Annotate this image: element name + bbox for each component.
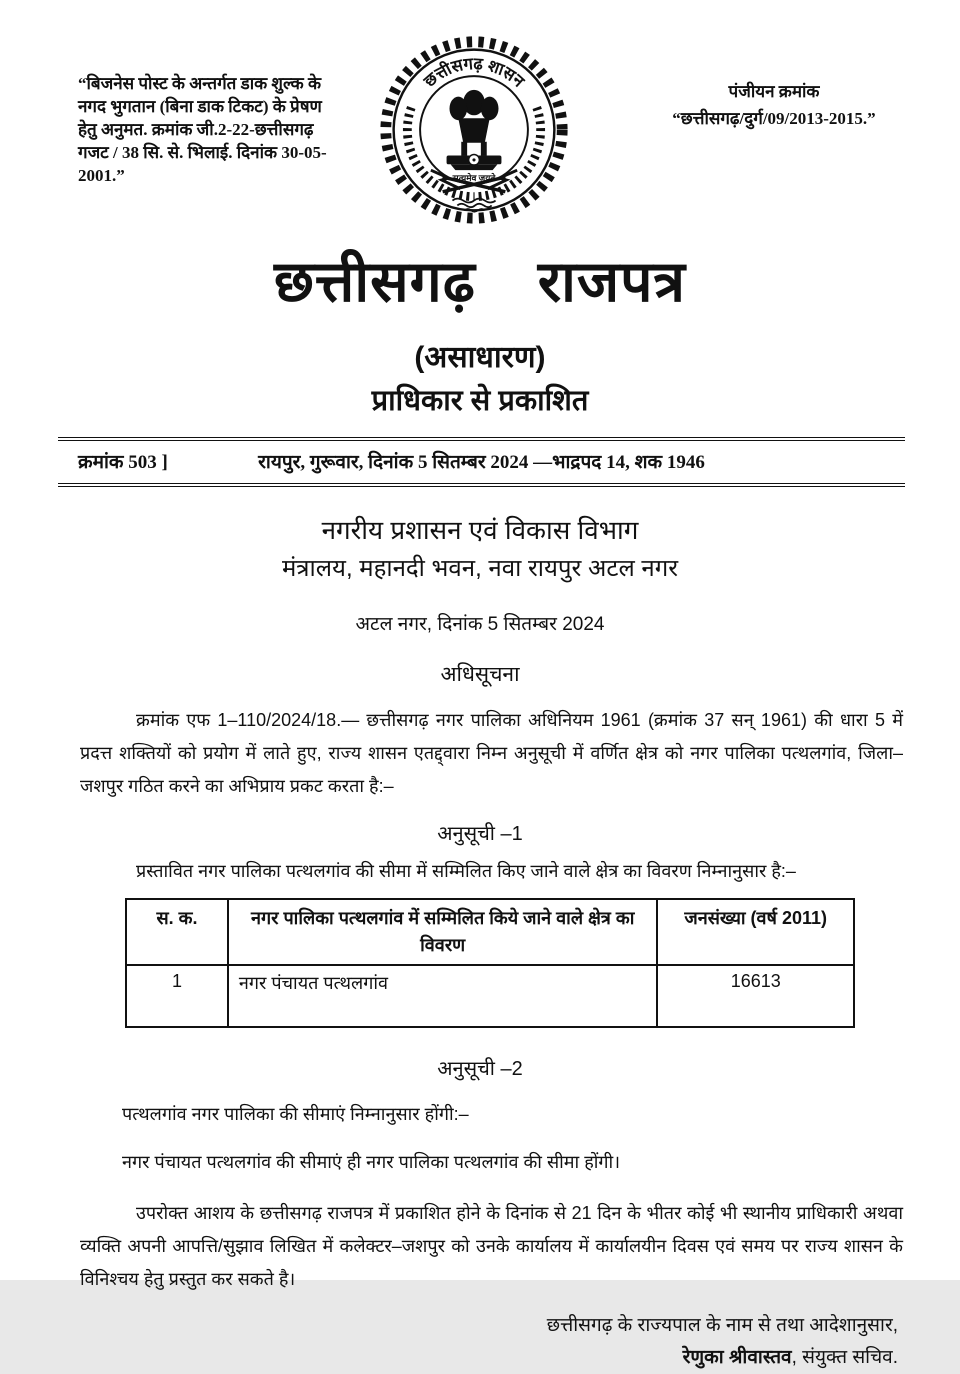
closing-paragraph: उपरोक्त आशय के छत्तीसगढ़ राजपत्र में प्रकाशित होने के दिनांक से 21 दिन के भीतर कोई भी स्थानीय प्राधिकारी अथवा व्यक्ति अपनी आपत्ति/सुझाव लिखित में कलेक्टर–जशपुर को उनके कार्यालय में कार्यालयीन दिवस एवं समय पर राज्य शासन के विनिश्चय हेतु प्रस्तुत कर सकते है। xyxy=(80,1202,903,1289)
emblem-wrap xyxy=(330,30,618,230)
schedule1-intro: प्रस्तावित नगर पालिका पत्थलगांव की सीमा में सम्मिलित किए जाने वाले क्षेत्र का विवरण निम्नानुसार है:– xyxy=(136,860,796,881)
authority-line: प्राधिकार से प्रकाशित xyxy=(371,384,589,417)
date-line: रायपुर, गुरूवार, दिनांक 5 सितम्बर 2024 —भाद्रपद 14, शक 1946 xyxy=(258,451,705,473)
signatory-line xyxy=(0,1342,898,1374)
table-row xyxy=(126,965,854,1027)
signature-block xyxy=(0,1310,898,1374)
emblem-motto-text: सत्यमेव जयते xyxy=(452,172,496,183)
table-cell-population: 16613 xyxy=(657,965,854,1027)
notification-heading: अधिसूचना xyxy=(440,662,520,686)
order-line: छत्तीसगढ़ के राज्यपाल के नाम से तथा आदेशानुसार, xyxy=(546,1314,898,1336)
registration-number: “छत्तीसगढ़/दुर्ग/09/2013-2015.” xyxy=(672,109,876,128)
schedule2-heading: अनुसूची –2 xyxy=(437,1057,523,1080)
title-block xyxy=(0,252,960,419)
table-cell-sno: 1 xyxy=(126,965,228,1027)
notification-body-paragraph: क्रमांक एफ 1–110/2024/18.— छत्तीसगढ़ नगर पालिका अधिनियम 1961 (क्रमांक 37 सन् 1961) की धारा 5 में प्रदत्त शक्तियों को प्रयोग में लाते हुए, राज्य शासन एतद्द्वारा निम्न अनुसूची में वर्णित क्षेत्र को नगर पालिका पत्थलगांव, जिला–जशपुर गठित करने का अभिप्राय प्रकट करता है:– xyxy=(80,709,903,796)
table-header-description: नगर पालिका पत्थलगांव में सम्मिलित किये जाने वाले क्षेत्र का विवरण xyxy=(228,899,658,965)
issue-number: क्रमांक 503 ] xyxy=(78,451,168,473)
postal-permission-note: “बिजनेस पोस्ट के अन्तर्गत डाक शुल्क के नगद भुगतान (बिना डाक टिकट) के प्रेषण हेतु अनुमत. क्रमांक जी.2-22-छत्तीसगढ़ गजट / 38 सि. से. भिलाई. दिनांक 30-05-2001.” xyxy=(78,74,327,185)
gazette-title-word1: छत्तीसगढ़ xyxy=(273,251,476,314)
schedule2-line1: पत्थलगांव नगर पालिका की सीमाएं निम्नानुसार होंगी:– xyxy=(122,1103,469,1124)
gazette-title-word2: राजपत्र xyxy=(537,251,687,314)
place-date-line: अटल नगर, दिनांक 5 सितम्बर 2024 xyxy=(355,613,605,635)
registration-label: पंजीयन क्रमांक xyxy=(728,82,820,101)
registration-block xyxy=(618,78,930,132)
signatory-designation: , संयुक्त सचिव. xyxy=(791,1346,898,1368)
schedule2-line2: नगर पंचायत पत्थलगांव की सीमाएं ही नगर पालिका पत्थलगांव की सीमा होंगी। xyxy=(122,1151,621,1172)
gazette-title xyxy=(0,252,960,315)
table-header-sno: स. क. xyxy=(126,899,228,965)
table-header-row xyxy=(126,899,854,965)
schedule1-heading: अनुसूची –1 xyxy=(437,822,523,845)
emblem-ring-text: छत्तीसगढ़ शासन xyxy=(420,54,528,91)
gazette-subtitle: (असाधारण) xyxy=(414,340,546,374)
table-header-population: जनसंख्या (वर्ष 2011) xyxy=(657,899,854,965)
dateline-bar xyxy=(58,437,905,487)
department-address: मंत्रालय, महानदी भवन, नवा रायपुर अटल नगर xyxy=(281,554,679,582)
ashoka-lion-capital-icon xyxy=(447,90,502,170)
table-cell-description: नगर पंचायत पत्थलगांव xyxy=(228,965,658,1027)
department-name: नगरीय प्रशासन एवं विकास विभाग xyxy=(321,514,639,545)
chhattisgarh-government-emblem-icon xyxy=(376,30,572,230)
schedule1-table xyxy=(125,898,855,1028)
signatory-name: रेणुका श्रीवास्तव xyxy=(682,1346,792,1368)
masthead-row xyxy=(0,0,960,230)
